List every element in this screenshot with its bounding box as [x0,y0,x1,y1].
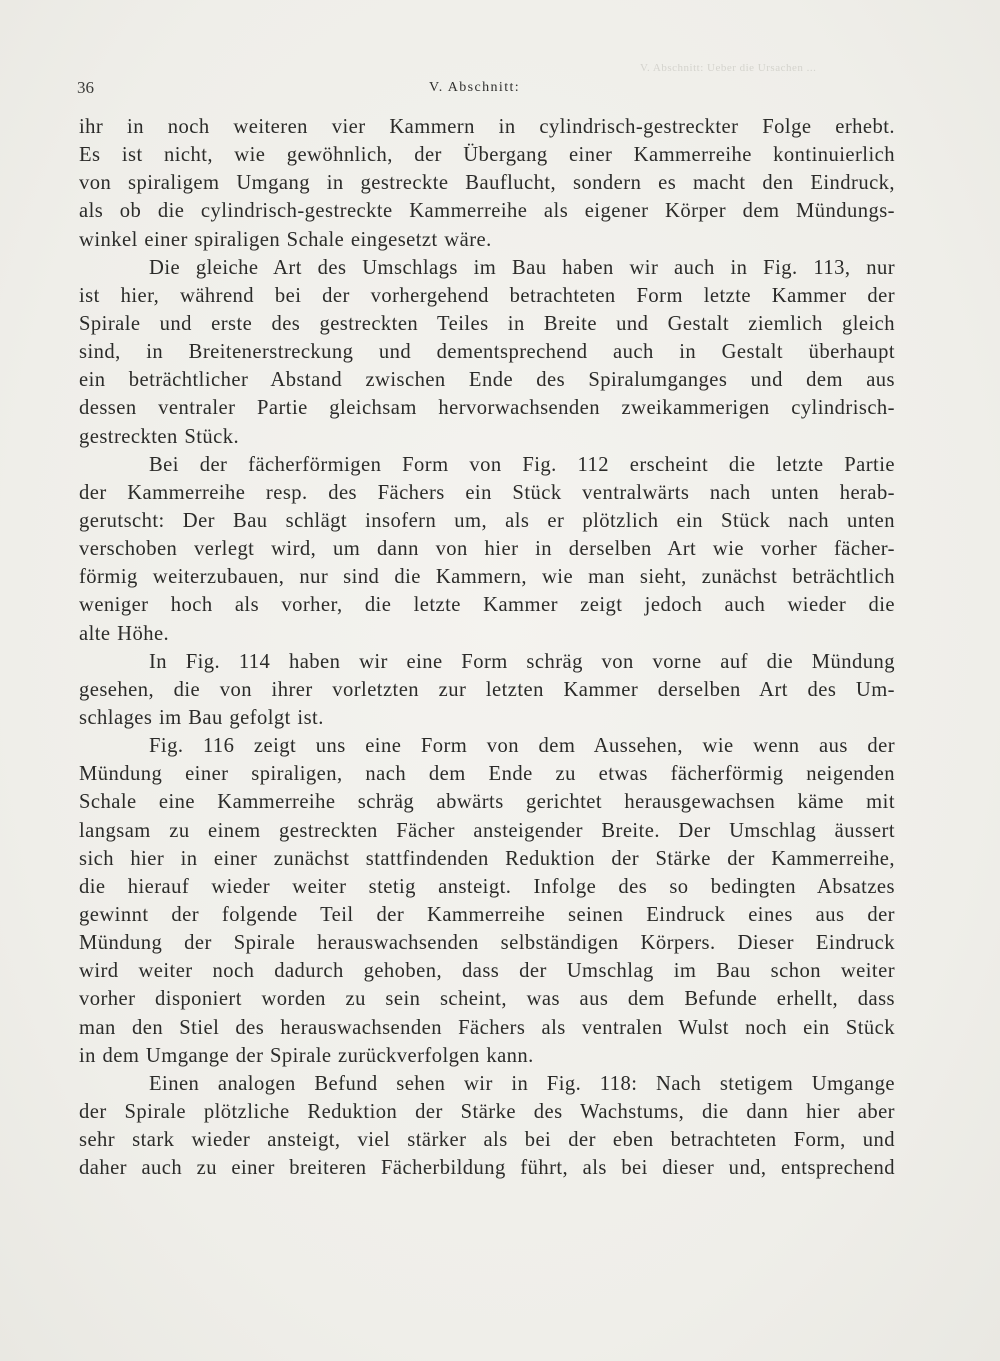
text-line: Schale eine Kammerreihe schräg abwärts gerichtet herausgewachsen käme mit [79,791,895,814]
text-line: schlages im Bau gefolgt ist. [79,706,324,729]
text-line: dessen ventraler Partie gleichsam hervorwachsenden zweikammerigen cylindrisch- [79,397,895,420]
text-line: weniger hoch als vorher, die letzte Kammer zeigt jedoch auch wieder die [79,594,895,617]
text-line: der Kammerreihe resp. des Fächers ein Stück ventralwärts nach unten herab- [79,481,895,504]
text-line: der Spirale plötzliche Reduktion der Stärke des Wachstums, die dann hier aber [79,1100,895,1123]
body-text [79,113,895,1182]
text-line: winkel einer spiraligen Schale eingesetzt wäre. [79,228,492,251]
text-line: wird weiter noch dadurch gehoben, dass der Umschlag im Bau schon weiter [79,960,895,983]
text-line: vorher disponiert worden zu sein scheint, was aus dem Befunde erhellt, dass [79,988,895,1011]
text-line: verschoben verlegt wird, um dann von hier in derselben Art wie vorher fächer- [79,538,895,561]
text-line: Mündung einer spiraligen, nach dem Ende zu etwas fächerförmig neigenden [79,763,895,786]
page-header [77,74,927,98]
text-line: Es ist nicht, wie gewöhnlich, der Übergang einer Kammerreihe kontinuierlich [79,144,895,167]
text-line: Einen analogen Befund sehen wir in Fig. 118: Nach stetigem Umgange [149,1072,895,1095]
text-line: man den Stiel des herauswachsenden Fächers als ventralen Wulst noch ein Stück [79,1016,895,1039]
text-line: gewinnt der folgende Teil der Kammerreihe seinen Eindruck eines aus der [79,903,895,926]
text-line: alte Höhe. [79,622,170,645]
text-line: Bei der fächerförmigen Form von Fig. 112 erscheint die letzte Partie [149,453,895,476]
text-line: förmig weiterzubauen, nur sind die Kammern, wie man sieht, zunächst beträchtlich [79,566,895,589]
text-line: die hierauf wieder weiter stetig ansteigt. Infolge des so bedingten Absatzes [79,875,895,898]
text-line: daher auch zu einer breiteren Fächerbildung führt, als bei dieser und, entsprechend [79,1157,895,1180]
text-line: sehr stark wieder ansteigt, viel stärker als bei der eben betrachteten Form, und [79,1129,895,1152]
text-line: Fig. 116 zeigt uns eine Form von dem Aussehen, wie wenn aus der [149,735,895,758]
text-line: Spirale und erste des gestreckten Teiles in Breite und Gestalt ziemlich gleich [79,312,895,335]
text-line: langsam zu einem gestreckten Fächer ansteigender Breite. Der Umschlag äussert [79,819,895,842]
page-number: 36 [77,78,94,97]
text-line: gerutscht: Der Bau schlägt insofern um, als er plötzlich ein Stück nach unten [79,509,895,532]
text-line: als ob die cylindrisch-gestreckte Kammerreihe als eigener Körper dem Mündungs- [79,200,895,223]
text-line: sind, in Breitenerstreckung und dementsprechend auch in Gestalt überhaupt [79,341,895,364]
bleed-through-text: V. Abschnitt: Ueber die Ursachen ... [640,62,817,74]
text-line: von spiraligem Umgang in gestreckte Bauflucht, sondern es macht den Eindruck, [79,172,895,195]
text-line: In Fig. 114 haben wir eine Form schräg von vorne auf die Mündung [149,650,895,673]
running-head: V. Abschnitt: [429,80,521,95]
text-line: sich hier in einer zunächst stattfindenden Reduktion der Stärke der Kammerreihe, [79,847,895,870]
text-line: ist hier, während bei der vorhergehend betrachteten Form letzte Kammer der [79,284,895,307]
text-line: gestreckten Stück. [79,425,240,448]
text-line: in dem Umgange der Spirale zurückverfolgen kann. [79,1044,534,1067]
text-line: ihr in noch weiteren vier Kammern in cylindrisch-gestreckter Folge erhebt. [79,116,895,138]
text-line: ein beträchtlicher Abstand zwischen Ende des Spiralumganges und dem aus [79,369,895,392]
text-line: gesehen, die von ihrer vorletzten zur letzten Kammer derselben Art des Um- [79,678,895,701]
text-line: Mündung der Spirale herauswachsenden selbständigen Körpers. Dieser Eindruck [79,932,895,955]
text-line: Die gleiche Art des Umschlags im Bau haben wir auch in Fig. 113, nur [149,256,895,279]
